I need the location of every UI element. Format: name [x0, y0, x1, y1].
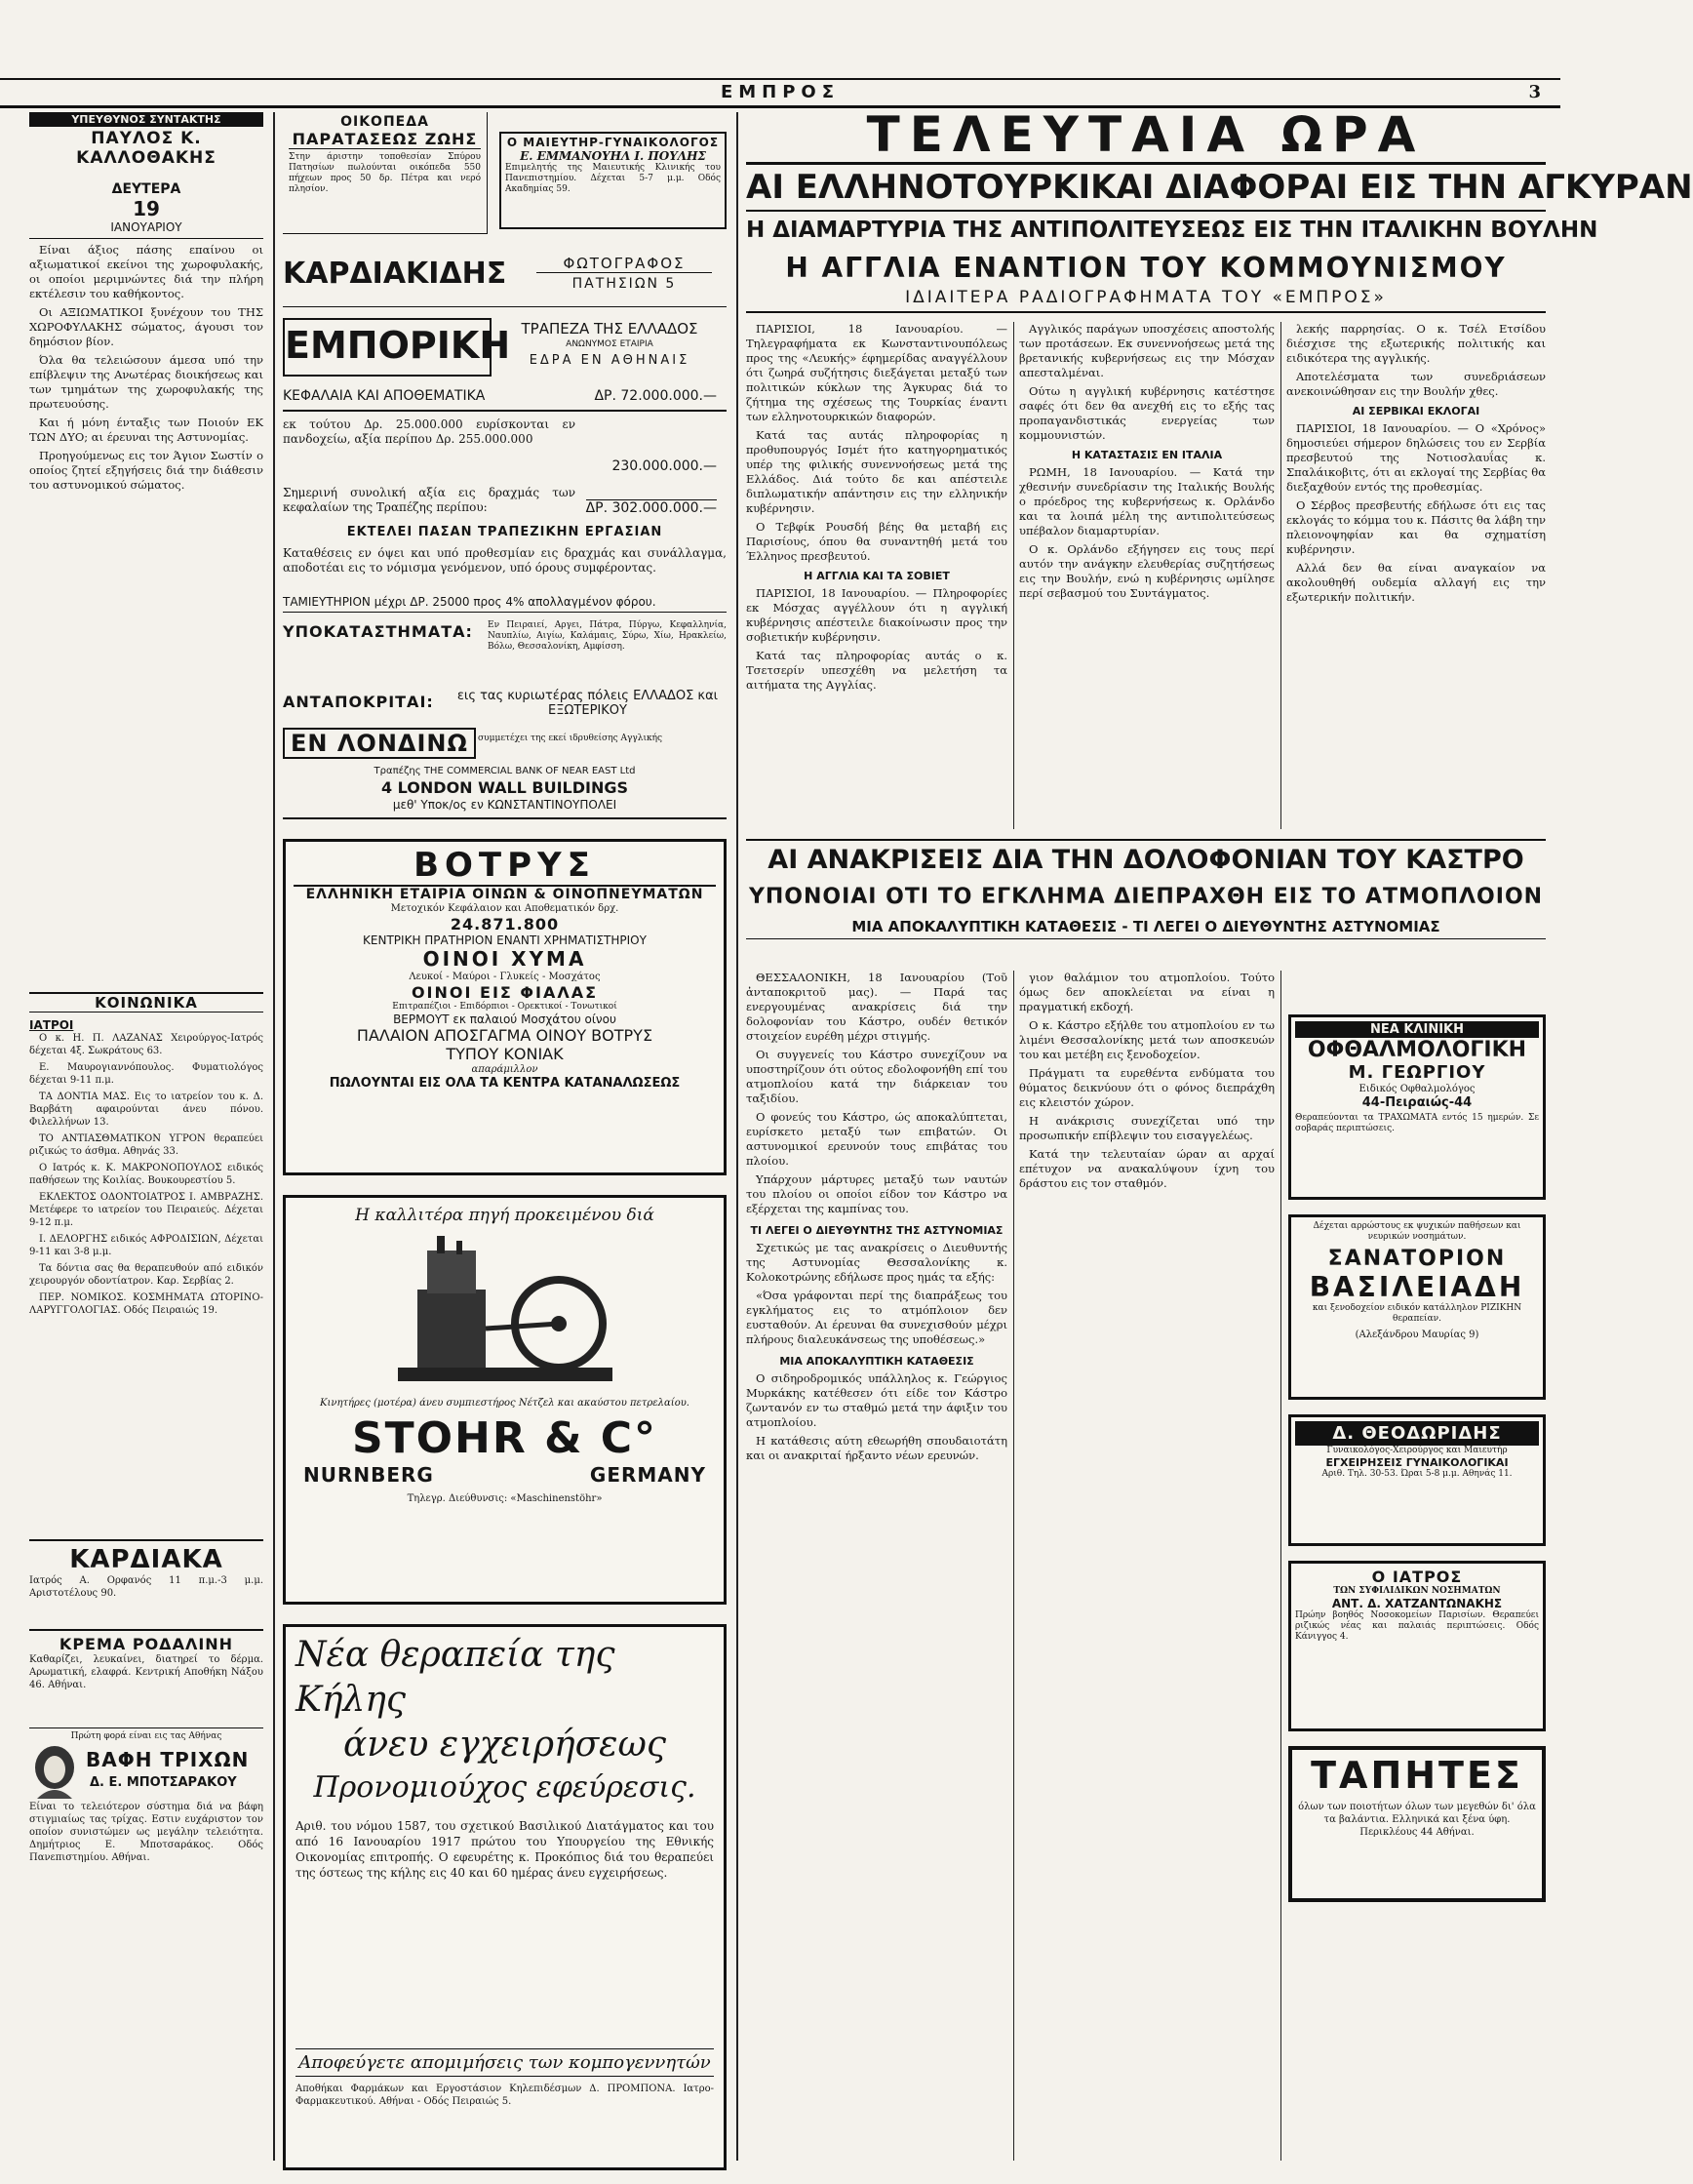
headline-4: ΙΔΙΑΙΤΕΡΑ ΡΑΔΙΟΓΡΑΦΗΜΑΤΑ ΤΟΥ «ΕΜΠΡΟΣ» [746, 288, 1546, 313]
kardiaka-heading: ΚΑΡΔΙΑΚΑ [29, 1539, 263, 1574]
oikopeda-text: Στην άριστην τοποθεσίαν Σπύρου Πατησίων πωλούνται οικόπεδα 550 πήχεων προς 50 δρ. Πέτρα και νερό πλησίον. [289, 152, 481, 194]
votrys-old: ΠΑΛΑΙΟΝ ΑΠΟΣΓΑΓΜΑ ΟΙΝΟΥ ΒΟΤΡΥΣ [356, 1026, 653, 1045]
castro-headline-2: ΥΠΟΝΟΙΑΙ ΟΤΙ ΤΟ ΕΓΚΛΗΜΑ ΔΙΕΠΡΑΧΘΗ ΕΙΣ ΤΟ ΑΤΜΟΠΛΟΙΟΝ [748, 885, 1544, 909]
news-paragraph: Ο Σέρβος πρεσβευτής εδήλωσε ότι εις τας εκλογάς το κόμμα του κ. Πάσιτς θα λάβη την πλειονοψηφίαν και θα σχηματίση κυβέρνησιν. [1286, 498, 1546, 556]
castro-column-1 [746, 971, 1007, 2161]
day-name: ΔΕΥΤΕΡΑ [111, 181, 181, 197]
news-paragraph: Η ανάκρισις συνεχίζεται υπό την προσωπικήν επίβλεψιν του εισαγγελέως. [1019, 1114, 1275, 1142]
editorial-paragraph: Όλα θα τελειώσουν άμεσα υπό την επίβλεψιν της Ανωτέρας διοικήσεως και των τμημάτων της χωροφυλακής της πρωτευούσης. [29, 353, 263, 411]
kili-line-3: Προνομιούχος εφεύρεσις. [313, 1770, 696, 1805]
stohr-country: GERMANY [589, 1463, 706, 1487]
news-paragraph: Ο σιδηροδρομικός υπάλληλος κ. Γεώργιος Μυρκάκης κατέθεσεν ότι είδε τον Κάστρο ζωντανόν εν τω σταθμώ μετά την άφιξιν του ατμοπλοίου. [746, 1371, 1007, 1429]
castro-headline-block [746, 839, 1546, 966]
koinonika-heading: ΚΟΙΝΩΝΙΚΑ [29, 992, 263, 1013]
vasileidi-text: και ξενοδοχείον ειδικόν κατάλληλον ΡΙΖΙΚΗΝ θεραπείαν. [1312, 1303, 1522, 1324]
stohr-telegraph: Τηλεγρ. Διεύθυνσις: «Maschinenstöhr» [407, 1493, 603, 1504]
emporiki-bank-ad [283, 312, 727, 819]
votrys-cognac: ΤΥΠΟΥ ΚΟΝΙΑΚ [446, 1045, 564, 1063]
stohr-caption: Κινητήρες (μοτέρα) άνευ συμπιεστήρος Νέτζελ και ακαύστου πετρελαίου. [320, 1398, 689, 1409]
news-paragraph: Σχετικώς με τας ανακρίσεις ο Διευθυντής της Αστυνομίας Θεσσαλονίκης κ. Κολοκοτρώνης εδήλωσε προς ημάς τα εξής: [746, 1241, 1007, 1284]
vafi-header [29, 1742, 263, 1801]
georgiou-address: 44-Πειραιώς-44 [1361, 1095, 1473, 1110]
stohr-top: Η καλλιτέρα πηγή προκειμένου διά [355, 1206, 654, 1225]
column-divider [1280, 322, 1281, 829]
maieutir-ad [499, 132, 727, 229]
georgiou-name: Μ. ΓΕΩΡΓΙΟΥ [1348, 1062, 1486, 1083]
sanatorion-title: ΣΑΝΑΤΟΡΙΟΝ [1327, 1247, 1507, 1271]
vafi-title: ΒΑΦΗ ΤΡΙΧΩΝ [86, 1748, 250, 1771]
correspondents-label: ΑΝΤΑΠΟΚΡΙΤΑΙ: [283, 693, 434, 711]
bank-tamieftirion: ΤΑΜΙΕΥΤΗΡΙΟΝ μέχρι ΔΡ. 25000 προς 4% απολλαγμένον φόρου. [283, 595, 727, 613]
editorial-text [29, 243, 263, 984]
kardiaka-text: Ιατρός Α. Ορφανός 11 π.μ.-3 μ.μ. Αριστοτέλους 90. [29, 1575, 263, 1599]
right-section [746, 106, 1693, 2165]
london-bank: Τραπέζης THE COMMERCIAL BANK OF NEAR EAST Ltd [374, 766, 636, 776]
news-paragraph: ΠΑΡΙΣΙΟΙ, 18 Ιανουαρίου. — Ο «Χρόνος» δημοσιεύει σήμερον δηλώσεις του εν Σερβία πρεσβευτού της Νοτιοσλαυΐας κ. Σπαλάικοβιτς, ότι αι εκλογαί της Σερβίας θα διεξαχθούν εντός της προθεσμίας. [1286, 421, 1546, 494]
london-address: 4 LONDON WALL BUILDINGS [380, 778, 629, 797]
doctor-item: Ι. ΔΕΛΟΡΓΗΣ ειδικός ΑΦΡΟΔΙΣΙΩΝ, Δέχεται 9-11 και 3-8 μ.μ. [29, 1234, 263, 1257]
branches-label: ΥΠΟΚΑΤΑΣΤΗΜΑΤΑ: [283, 622, 473, 641]
correspondents-text: εις τας κυριωτέρας πόλεις ΕΛΛΑΔΟΣ και ΕΞΩΤΕΡΙΚΟΥ [456, 689, 719, 718]
date-number: 19 [133, 197, 160, 220]
castro-column-2 [1019, 971, 1275, 2161]
oikopeda-subtitle: ΠΑΡΑΤΑΣΕΩΣ ΖΩΗΣ [289, 130, 481, 149]
kili-ad [283, 1624, 727, 2170]
doctor-item: Τα δόντια σας θα θεραπευθούν από ειδικόν χειρουργόν οδοντίατρον. Καρ. Σερβίας 2. [29, 1263, 263, 1287]
votrys-bottles: ΟΙΝΟΙ ΕΙΣ ΦΙΑΛΑΣ [411, 983, 599, 1002]
theodoridis-ad [1288, 1414, 1546, 1546]
bank-value-3: ΔΡ. 302.000.000.— [585, 500, 717, 516]
vafi-pre: Πρώτη φορά είναι εις τας Αθήνας [29, 1727, 263, 1742]
doctors-list [29, 1032, 263, 1539]
votrys-vermouth: ΒΕΡΜΟΥΤ εκ παλαιού Μοσχάτου οίνου [393, 1013, 616, 1026]
news-paragraph: γιον θαλάμιον του ατμοπλοίου. Τούτο όμως δεν αποκλείεται να είναι η πραγματική εκδοχή. [1019, 971, 1275, 1013]
london-text: συμμετέχει της εκεί ιδρυθείσης Αγγλικής [478, 734, 663, 743]
votrys-list: Επιτραπέζιοι - Επιδόρπιοι - Ορεκτικοί - Τονωτικοί [392, 1002, 617, 1012]
stohr-location [294, 1463, 716, 1492]
bank-text-3: Καταθέσεις εν όψει και υπό προθεσμίαν εις δραχμάς και συνάλλαγμα, αποδοτέαι εις το νόμισμα γενόμενον, υπό όρους συμφέροντας. [283, 546, 727, 575]
doctor-item: Ο Ιατρός κ. Κ. ΜΑΚΡΟΝΟΠΟΥΛΟΣ ειδικός παθήσεων της Κοιλίας. Βουκουρεστίου 5. [29, 1163, 263, 1186]
news-paragraph: ΡΩΜΗ, 18 Ιανουαρίου. — Κατά την χθεσινήν συνεδρίασιν της Ιταλικής Βουλής ο πρόεδρος της κυβερνήσεως κ. Ορλάνδο και τα λοιπά μέλη της αντιπολιτεύσεως υπέβαλον διαμαρτυρίαν. [1019, 465, 1275, 537]
oikopeda-ad [283, 112, 488, 234]
director-heading: ΤΙ ΛΕΓΕΙ Ο ΔΙΕΥΘΥΝΤΗΣ ΤΗΣ ΑΣΤΥΝΟΜΙΑΣ [750, 1224, 1004, 1237]
news-paragraph: Κατά τας πληροφορίας αυτάς ο κ. Τσετσερίν υπεσχέθη να μελετήση τα αιτήματα της Αγγλίας. [746, 649, 1007, 692]
month-name: ΙΑΝΟΥΑΡΙΟΥ [29, 220, 263, 239]
england-heading: Η ΑΓΓΛΙΑ ΚΑΙ ΤΑ ΣΟΒΙΕΤ [804, 570, 950, 582]
bank-text-2: Σημερινή συνολική αξία εις δραχμάς των κεφαλαίων της Τραπέζης περίπου: [283, 486, 575, 514]
serbia-heading: ΑΙ ΣΕΡΒΙΚΑΙ ΕΚΛΟΓΑΙ [1352, 405, 1480, 417]
doctor-item: ΤΟ ΑΝΤΙΑΣΘΜΑΤΙΚΟΝ ΥΓΡΟΝ θεραπεύει ριζικώς το άσθμα. Αθηνάς 33. [29, 1133, 263, 1157]
left-column [29, 112, 263, 2161]
vasileidi-address: (Αλεξάνδρου Μαυρίας 9) [1355, 1330, 1479, 1340]
doctor-item: Ε. Μαυρογιαννόπουλος. Φυματιολόγος δέχεται 9-11 π.μ. [29, 1062, 263, 1086]
votrys-center: ΚΕΝΤΡΙΚΗ ΠΡΑΤΗΡΙΟΝ ΕΝΑΝΤΙ ΧΡΗΜΑΤΙΣΤΗΡΙΟΥ [363, 933, 647, 947]
news-paragraph: Κατά τας αυτάς πληροφορίας η προθυπουργός Ισμέτ ήτο κατηγορηματικός υπέρ της φιλικής συνεννοήσεως μετά της Ελλάδος. Διά τούτο δε και απέστειλε διπλωματικήν απάντησιν εις την ελληνικήν κυβέρνησιν. [746, 428, 1007, 515]
london-constantinople: μεθ' Υποκ/ος εν ΚΩΝΣΤΑΝΤΙΝΟΥΠΟΛΕΙ [392, 798, 617, 812]
votrys-oinoi: ΟΙΝΟΙ ΧΥΜΑ [422, 947, 587, 971]
votrys-sold: ΠΩΛΟΥΝΤΑΙ ΕΙΣ ΟΛΑ ΤΑ ΚΕΝΤΡΑ ΚΑΤΑΝΑΛΩΣΕΩΣ [329, 1076, 681, 1091]
news-paragraph: λεκής παρρησίας. Ο κ. Τσέλ Ετσίδου διέσχισε της εξωτερικής πολιτικής και ειδικότερα της αγγλικής. [1286, 322, 1546, 365]
apokalyptiki-heading: ΜΙΑ ΑΠΟΚΑΛΥΠΤΙΚΗ ΚΑΤΑΘΕΣΙΣ [779, 1355, 974, 1368]
georgiou-text: Θεραπεύονται τα ΤΡΑΧΩΜΑΤΑ εντός 15 ημερών. Σε σοβαράς περιπτώσεις. [1295, 1113, 1539, 1133]
news-paragraph: ΠΑΡΙΣΙΟΙ, 18 Ιανουαρίου. — Τηλεγραφήματα εκ Κωνσταντινουπόλεως προς της «Λευκής» έφημερίδας αναγγέλλουν ότι ζωηρά συζήτησις διεξάγεται μεταξύ των πολιτικών κύκλων της Άγκυρας διά το ζήτημα της σχέσεως της Τουρκίας έναντι των ελληνοτουρκικών διαφορών. [746, 322, 1007, 423]
ofthalmologiki: ΟΦΘΑΛΜΟΛΟΓΙΚΗ [1307, 1038, 1527, 1062]
kardiakidis-role: ΦΩΤΟΓΡΑΦΟΣ [536, 255, 712, 273]
bank-line-3: ΕΔΡΑ ΕΝ ΑΘΗΝΑΙΣ [529, 353, 690, 368]
maieutir-name: Ε. ΕΜΜΑΝΟΥΗΛ Ι. ΠΟΥΛΗΣ [520, 149, 706, 163]
middle-column [283, 112, 727, 2170]
nea-kliniki: ΝΕΑ ΚΛΙΝΙΚΗ [1295, 1021, 1539, 1038]
editorial-paragraph: Και ή μόνη ένταξις των Ποιούν ΕΚ ΤΩΝ ΔΥΟ; αι έρευναι της Αστυνομίας. [29, 416, 263, 444]
iatros-text: Πρώην βοηθός Νοσοκομείων Παρισίων. Θεραπεύει ριζικώς νέας και παλαιάς περιπτώσεις. Οδός Κάνιγγος 4. [1295, 1610, 1539, 1642]
kardiakidis-address: ΠΑΤΗΣΙΩΝ 5 [571, 276, 677, 292]
iatros-name: ΑΝΤ. Δ. ΧΑΤΖΑΝΤΩΝΑΚΗΣ [1331, 1597, 1503, 1610]
news-paragraph: Ο φονεύς του Κάστρο, ώς αποκαλύπτεται, ευρίσκετο μεταξύ των επιβατών. Οι αστυνομικοί ερευνούν τους επιβάτας του πλοίου. [746, 1110, 1007, 1168]
votrys-capital: Μετοχικόν Κεφάλαιον και Αποθεματικόν δρχ. [390, 903, 619, 914]
italy-heading: Η ΚΑΤΑΣΤΑΣΙΣ ΕΝ ΙΤΑΛΙΑ [1071, 449, 1223, 461]
bank-name-big: ΕΜΠΟΡΙΚΗ [283, 318, 492, 377]
news-paragraph: Αποτελέσματα των συνεδριάσεων ανεκοινώθησαν εις την Βουλήν χθες. [1286, 370, 1546, 398]
column-divider [1013, 322, 1014, 829]
kili-text: Αριθ. του νόμου 1587, του σχετικού Βασιλικού Διατάγματος και του από 16 Ιανουαρίου 1917 πρώτου του Υπουργείου της Εθνικής Οικονομίας επιτροπής. Ο εφευρέτης κ. Προκόπιος διά του θεραπεύει της όστεως της κήλης εις 40 και 60 ημέρας άνευ εγχειρήσεως. [295, 1819, 714, 1880]
headline-2: Η ΔΙΑΜΑΡΤΥΡΙΑ ΤΗΣ ΑΝΤΙΠΟΛΙΤΕΥΣΕΩΣ ΕΙΣ ΤΗΝ ΙΤΑΛΙΚΗΝ ΒΟΥΛΗΝ [746, 218, 1598, 243]
sanatorion-pre: Δέχεται αρρώστους εκ ψυχικών παθήσεων και νευρικών νοσημάτων. [1313, 1221, 1521, 1242]
news-paragraph: Αγγλικός παράγων υποσχέσεις αποστολής των προτάσεων. Εκ συνεννοήσεως μετά της βρετανικής κυβερνήσεως εις την Μόσχαν απεσταλμέναι. [1019, 322, 1275, 379]
kili-slogan: Αποφεύγετε απομιμήσεις των κομπογεννητών [295, 2048, 714, 2077]
castro-headline-1: ΑΙ ΑΝΑΚΡΙΣΕΙΣ ΔΙΑ ΤΗΝ ΔΟΛΟΦΟΝΙΑΝ ΤΟΥ ΚΑΣΤΡΟ [768, 845, 1524, 875]
votrys-kinds: Λευκοί - Μαύροι - Γλυκείς - Μοσχάτος [409, 972, 601, 982]
news-paragraph: Κατά την τελευταίαν ώραν αι αρχαί επέτυχον να ανακαλύψουν ίχνη του δράστου εις τον σταθμόν. [1019, 1147, 1275, 1190]
theodoridis-spec: ΕΓΧΕΙΡΗΣΕΙΣ ΓΥΝΑΙΚΟΛΟΓΙΚΑΙ [1325, 1456, 1509, 1469]
ophthalmology-clinic-ad [1288, 1014, 1546, 1200]
news-paragraph: ΠΑΡΙΣΙΟΙ, 18 Ιανουαρίου. — Πληροφορίες εκ Μόσχας αγγέλλουν ότι η αγγλική κυβέρνησις απέστειλε διακοίνωσιν προς την σοβιετικήν κυβέρνησιν. [746, 586, 1007, 644]
kardiakidis-name: ΚΑΡΔΙΑΚΙΔΗΣ [283, 257, 507, 291]
paper-name: ΕΜΠΡΟΣ [720, 82, 841, 102]
column-divider [1280, 971, 1281, 2161]
kili-line-2: άνευ εγχειρήσεως [342, 1725, 667, 1765]
engine-illustration-icon [378, 1231, 632, 1397]
doctor-item: ΤΑ ΔΟΝΤΙΑ ΜΑΣ. Εις το ιατρείον του κ. Δ. Βαρβάτη αφαιρούνται άνευ πόνου. Φιλελλήνων 13. [29, 1092, 263, 1128]
tapites-title: ΤΑΠΗΤΕΣ [1311, 1754, 1523, 1797]
votrys-title: ΒΟΤΡΥΣ [294, 846, 716, 887]
woman-portrait-icon [29, 1744, 80, 1799]
iatros-subtitle: ΤΩΝ ΣΥΦΙΛΙΔΙΚΩΝ ΝΟΣΗΜΑΤΩΝ [1333, 1586, 1501, 1596]
doctor-item: Ο κ. Η. Π. ΛΑΖΑΝΑΣ Χειρούργος-Ιατρός δέχεται 4ξ. Σωκράτους 63. [29, 1033, 263, 1056]
votrys-capital-value: 24.871.800 [450, 915, 560, 933]
stohr-brand: STOHR & C° [351, 1413, 658, 1463]
news-paragraph: «Όσα γράφονται περί της διαπράξεως του εγκλήματος εις το ατμόπλοιον δεν ευσταθούν. Αι έρευναι θα συνεχισθούν μέχρι πλήρους διαλευκάνσεως της υποθέσεως.» [746, 1289, 1007, 1346]
column-divider [1013, 971, 1014, 2161]
news-paragraph: ΘΕΣΣΑΛΟΝΙΚΗ, 18 Ιανουαρίου (Τοῦ ἀνταποκριτοῦ μας). — Παρά τας ενεργουμένας ανακρίσεις διά την δολοφονίαν του Κάστρο, ουδέν θετικόν στοιχείον ευρέθη μέχρι στιγμής. [746, 971, 1007, 1043]
georgiou-role: Ειδικός Οφθαλμολόγος [1358, 1084, 1476, 1094]
kardiakidis-ad [283, 249, 727, 307]
iatros-title: Ο ΙΑΤΡΟΣ [1371, 1568, 1463, 1586]
column-divider [736, 112, 738, 2161]
editorial-paragraph: Οι ΑΞΙΩΜΑΤΙΚΟΙ ξυνέχουν του ΤΗΣ ΧΩΡΟΦΥΛΑΚΗΣ σώματος, άγουσι τον δημόσιον βίον. [29, 305, 263, 348]
news-column-2 [1019, 322, 1275, 829]
sanatorion-ad [1288, 1214, 1546, 1400]
oikopeda-title: ΟΙΚΟΠΕΔΑ [340, 114, 429, 130]
kili-footer: Αποθήκαι Φαρμάκων και Εργοστάσιον Κηλεπιδέσμων Δ. ΠΡΟΜΠΟΝΑ. Ιατρο-Φαρμακευτικού. Αθήναι - Οδός Πειραιώς 5. [295, 2084, 714, 2107]
column-divider [273, 112, 275, 2161]
news-paragraph: Η κατάθεσις αύτη εθεωρήθη σπουδαιοτάτη και οι ανακριταί ήρξαντο νέων ερευνών. [746, 1434, 1007, 1462]
stohr-city: NURNBERG [303, 1463, 434, 1487]
vafi-text: Είναι το τελειότερον σύστημα διά να βάφη στιγμιαίως τας τρίχας. Εστιν ευχάριστον τον οποίον συνιστώμεν ως μεγάλην τελειότητα. Δημήτριος Ε. Μποτσαράκος. Οδός Πανεπιστημίου. Αθήναι. [29, 1802, 263, 1863]
iatros-ad [1288, 1561, 1546, 1731]
maieutir-title: Ο ΜΑΙΕΥΤΗΡ-ΓΥΝΑΙΚΟΛΟΓΟΣ [506, 136, 720, 149]
votrys-ad [283, 839, 727, 1175]
teleftaia-ora-title: ΤΕΛΕΥΤΑΙΑ ΩΡΑ [746, 107, 1546, 165]
news-column-3 [1286, 322, 1546, 829]
tapites-text: όλων των ποιοτήτων όλων των μεγεθών δι' όλα τα βαλάντια. Ελληνικά και ξένα ύφη. Περικλέους 44 Αθήναι. [1298, 1802, 1536, 1838]
bank-rule [283, 410, 727, 412]
editorial-paragraph: Είναι άξιος πάσης επαίνου οι αξιωματικοί εκείνοι της χωροφυλακής, οι οποίοι μεριμνώντες διά την πλήρη εκτέλεσιν του καθήκοντος. [29, 243, 263, 300]
vafi-maker: Δ. Ε. ΜΠΟΤΣΑΡΑΚΟΥ [90, 1775, 237, 1790]
bank-value-2: 230.000.000.— [611, 458, 717, 474]
news-paragraph: Υπάρχουν μάρτυρες μεταξύ των ναυτών του πλοίου οι οποίοι είδον τον Κάστρο να εξέρχεται της καμπίνας του. [746, 1172, 1007, 1215]
bank-capital-value: ΔΡ. 72.000.000.— [594, 388, 717, 404]
editor-name: ΠΑΥΛΟΣ Κ. ΚΑΛΛΟΘΑΚΗΣ [76, 129, 217, 168]
news-paragraph: Ο Τεβφίκ Ρουσδή βέης θα μεταβή εις Παρισίους, όπου θα συναντηθή μετά του Έλληνος πρεσβευτού. [746, 520, 1007, 563]
theodoridis-address: Αριθ. Τηλ. 30-53. Ώραι 5-8 μ.μ. Αθηνάς 11. [1321, 1469, 1513, 1479]
bank-line-1: ΤΡΑΠΕΖΑ ΤΗΣ ΕΛΛΑΔΟΣ [521, 320, 698, 338]
bank-text-1: εκ τούτου Δρ. 25.000.000 ευρίσκονται εν πανδοχείω, αξία περίπου Δρ. 255.000.000 [283, 417, 575, 446]
tapites-ad [1288, 1746, 1546, 1902]
iatroi-heading: ΙΑΤΡΟΙ [29, 1018, 74, 1032]
news-paragraph: Ούτω η αγγλική κυβέρνησις κατέστησε σαφές ότι δεν θα ανεχθή εις το εξής τας προπαγανδιστικάς ενεργείας των κομμουνιστών. [1019, 384, 1275, 442]
maieutir-text: Επιμελητής της Μαιευτικής Κλινικής του Πανεπιστημίου. Δέχεται 5-7 μ.μ. Οδός Ακαδημίας 59. [505, 163, 721, 194]
theodoridis-name: Δ. ΘΕΟΔΩΡΙΔΗΣ [1295, 1421, 1539, 1446]
doctor-item: ΠΕΡ. ΝΟΜΙΚΟΣ. ΚΟΣΜΗΜΑΤΑ ΩΤΟΡΙΝΟ-ΛΑΡΥΓΓΟΛΟΓΙΑΣ. Οδός Πειραιώς 19. [29, 1292, 263, 1316]
castro-headline-3: ΜΙΑ ΑΠΟΚΑΛΥΠΤΙΚΗ ΚΑΤΑΘΕΣΙΣ - ΤΙ ΛΕΓΕΙ Ο ΔΙΕΥΘΥΝΤΗΣ ΑΣΤΥΝΟΜΙΑΣ [746, 915, 1546, 939]
kili-line-1: Νέα θεραπεία της Κήλης [295, 1635, 615, 1720]
headline-3: Η ΑΓΓΛΙΑ ΕΝΑΝΤΙΟΝ ΤΟΥ ΚΟΜΜΟΥΝΙΣΜΟΥ [785, 252, 1507, 284]
london-label: ΕΝ ΛΟΝΔΙΝΩ [283, 728, 476, 759]
theodoridis-role: Γυναικολόγος-Χειρούργος και Μαιευτήρ [1326, 1446, 1508, 1455]
stohr-ad [283, 1195, 727, 1605]
doctor-item: ΕΚΛΕΚΤΟΣ ΟΔΟΝΤΟΙΑΤΡΟΣ Ι. ΑΜΒΡΑΖΗΣ. Μετέφερε το ιατρείον του Πειραιεύς. Δέχεται 9-12 π.μ. [29, 1192, 263, 1228]
editor-title: ΥΠΕΥΘΥΝΟΣ ΣΥΝΤΑΚΤΗΣ [29, 112, 263, 127]
votrys-amber: απαράμιλλον [471, 1064, 538, 1075]
news-paragraph: Ο κ. Κάστρο εξήλθε του ατμοπλοίου εν τω λιμένι Θεσσαλονίκης μετά των αποσκευών του και μετέβη εις ξενοδοχείον. [1019, 1018, 1275, 1061]
header-rule [0, 78, 1560, 80]
news-paragraph: Πράγματι τα ευρεθέντα ενδύματα του θύματος δεικνύουν ότι ο φόνος διεπράχθη εις κλειστόν χώρον. [1019, 1066, 1275, 1109]
krema-heading: ΚΡΕΜΑ ΡΟΔΑΛΙΝΗ [29, 1629, 263, 1653]
news-paragraph: Ο κ. Ορλάνδο εξήγησεν εις τους περί αυτόν την ανάγκην ελευθερίας συζητήσεως εις την Βουλήν, ενώ η κυβέρνησις ωμίλησε περί σεβασμού του Συντάγματος. [1019, 542, 1275, 600]
bank-capital-label: ΚΕΦΑΛΑΙΑ ΚΑΙ ΑΠΟΘΕΜΑΤΙΚΑ [283, 388, 486, 404]
vasileidi-title: ΒΑΣΙΛΕΙΑΔΗ [1309, 1271, 1525, 1303]
news-paragraph: Οι συγγενείς του Κάστρο συνεχίζουν να υποστηρίζουν ότι ούτος εδολοφονήθη επί του ατμοπλοίου κατά την διάρκειαν του ταξιδίου. [746, 1048, 1007, 1105]
bank-line-2: ΑΝΩΝΥΜΟΣ ΕΤΑΙΡΙΑ [566, 339, 653, 349]
bank-operations: ΕΚΤΕΛΕΙ ΠΑΣΑΝ ΤΡΑΠΕΖΙΚΗΝ ΕΡΓΑΣΙΑΝ [346, 525, 663, 539]
headline-1: ΑΙ ΕΛΛΗΝΟΤΟΥΡΚΙΚΑΙ ΔΙΑΦΟΡΑΙ ΕΙΣ ΤΗΝ ΑΓΚΥΡΑΝ [746, 165, 1546, 212]
news-paragraph: Αλλά δεν θα είναι αναγκαίον να ακολουθηθή ουδεμία αλλαγή εις την εξωτερικήν πολιτικήν. [1286, 561, 1546, 604]
page-number: 3 [1528, 82, 1541, 102]
editorial-paragraph: Προηγούμενως εις τον Άγιον Σωστίν ο οποίος ζητεί εξηγήσεις διά την διάθεσιν του αστυνομικού σώματος. [29, 449, 263, 492]
news-column-1 [746, 322, 1007, 829]
branches-text: Εν Πειραιεί, Αργει, Πάτρα, Πύργω, Κεφαλληνία, Ναυπλίω, Αιγίω, Καλάμαις, Σύρω, Χίω, Ηρακλείω, Βόλω, Θεσσαλονίκη, Αμφίσση. [488, 620, 727, 652]
krema-text: Καθαρίζει, λευκαίνει, διατηρεί το δέρμα. Αρωματική, ελαφρά. Κεντρική Αποθήκη Νάξου 46. Αθήναι. [29, 1654, 263, 1690]
votrys-subtitle: ΕΛΛΗΝΙΚΗ ΕΤΑΙΡΙΑ ΟΙΝΩΝ & ΟΙΝΟΠΝΕΥΜΑΤΩΝ [305, 887, 704, 902]
